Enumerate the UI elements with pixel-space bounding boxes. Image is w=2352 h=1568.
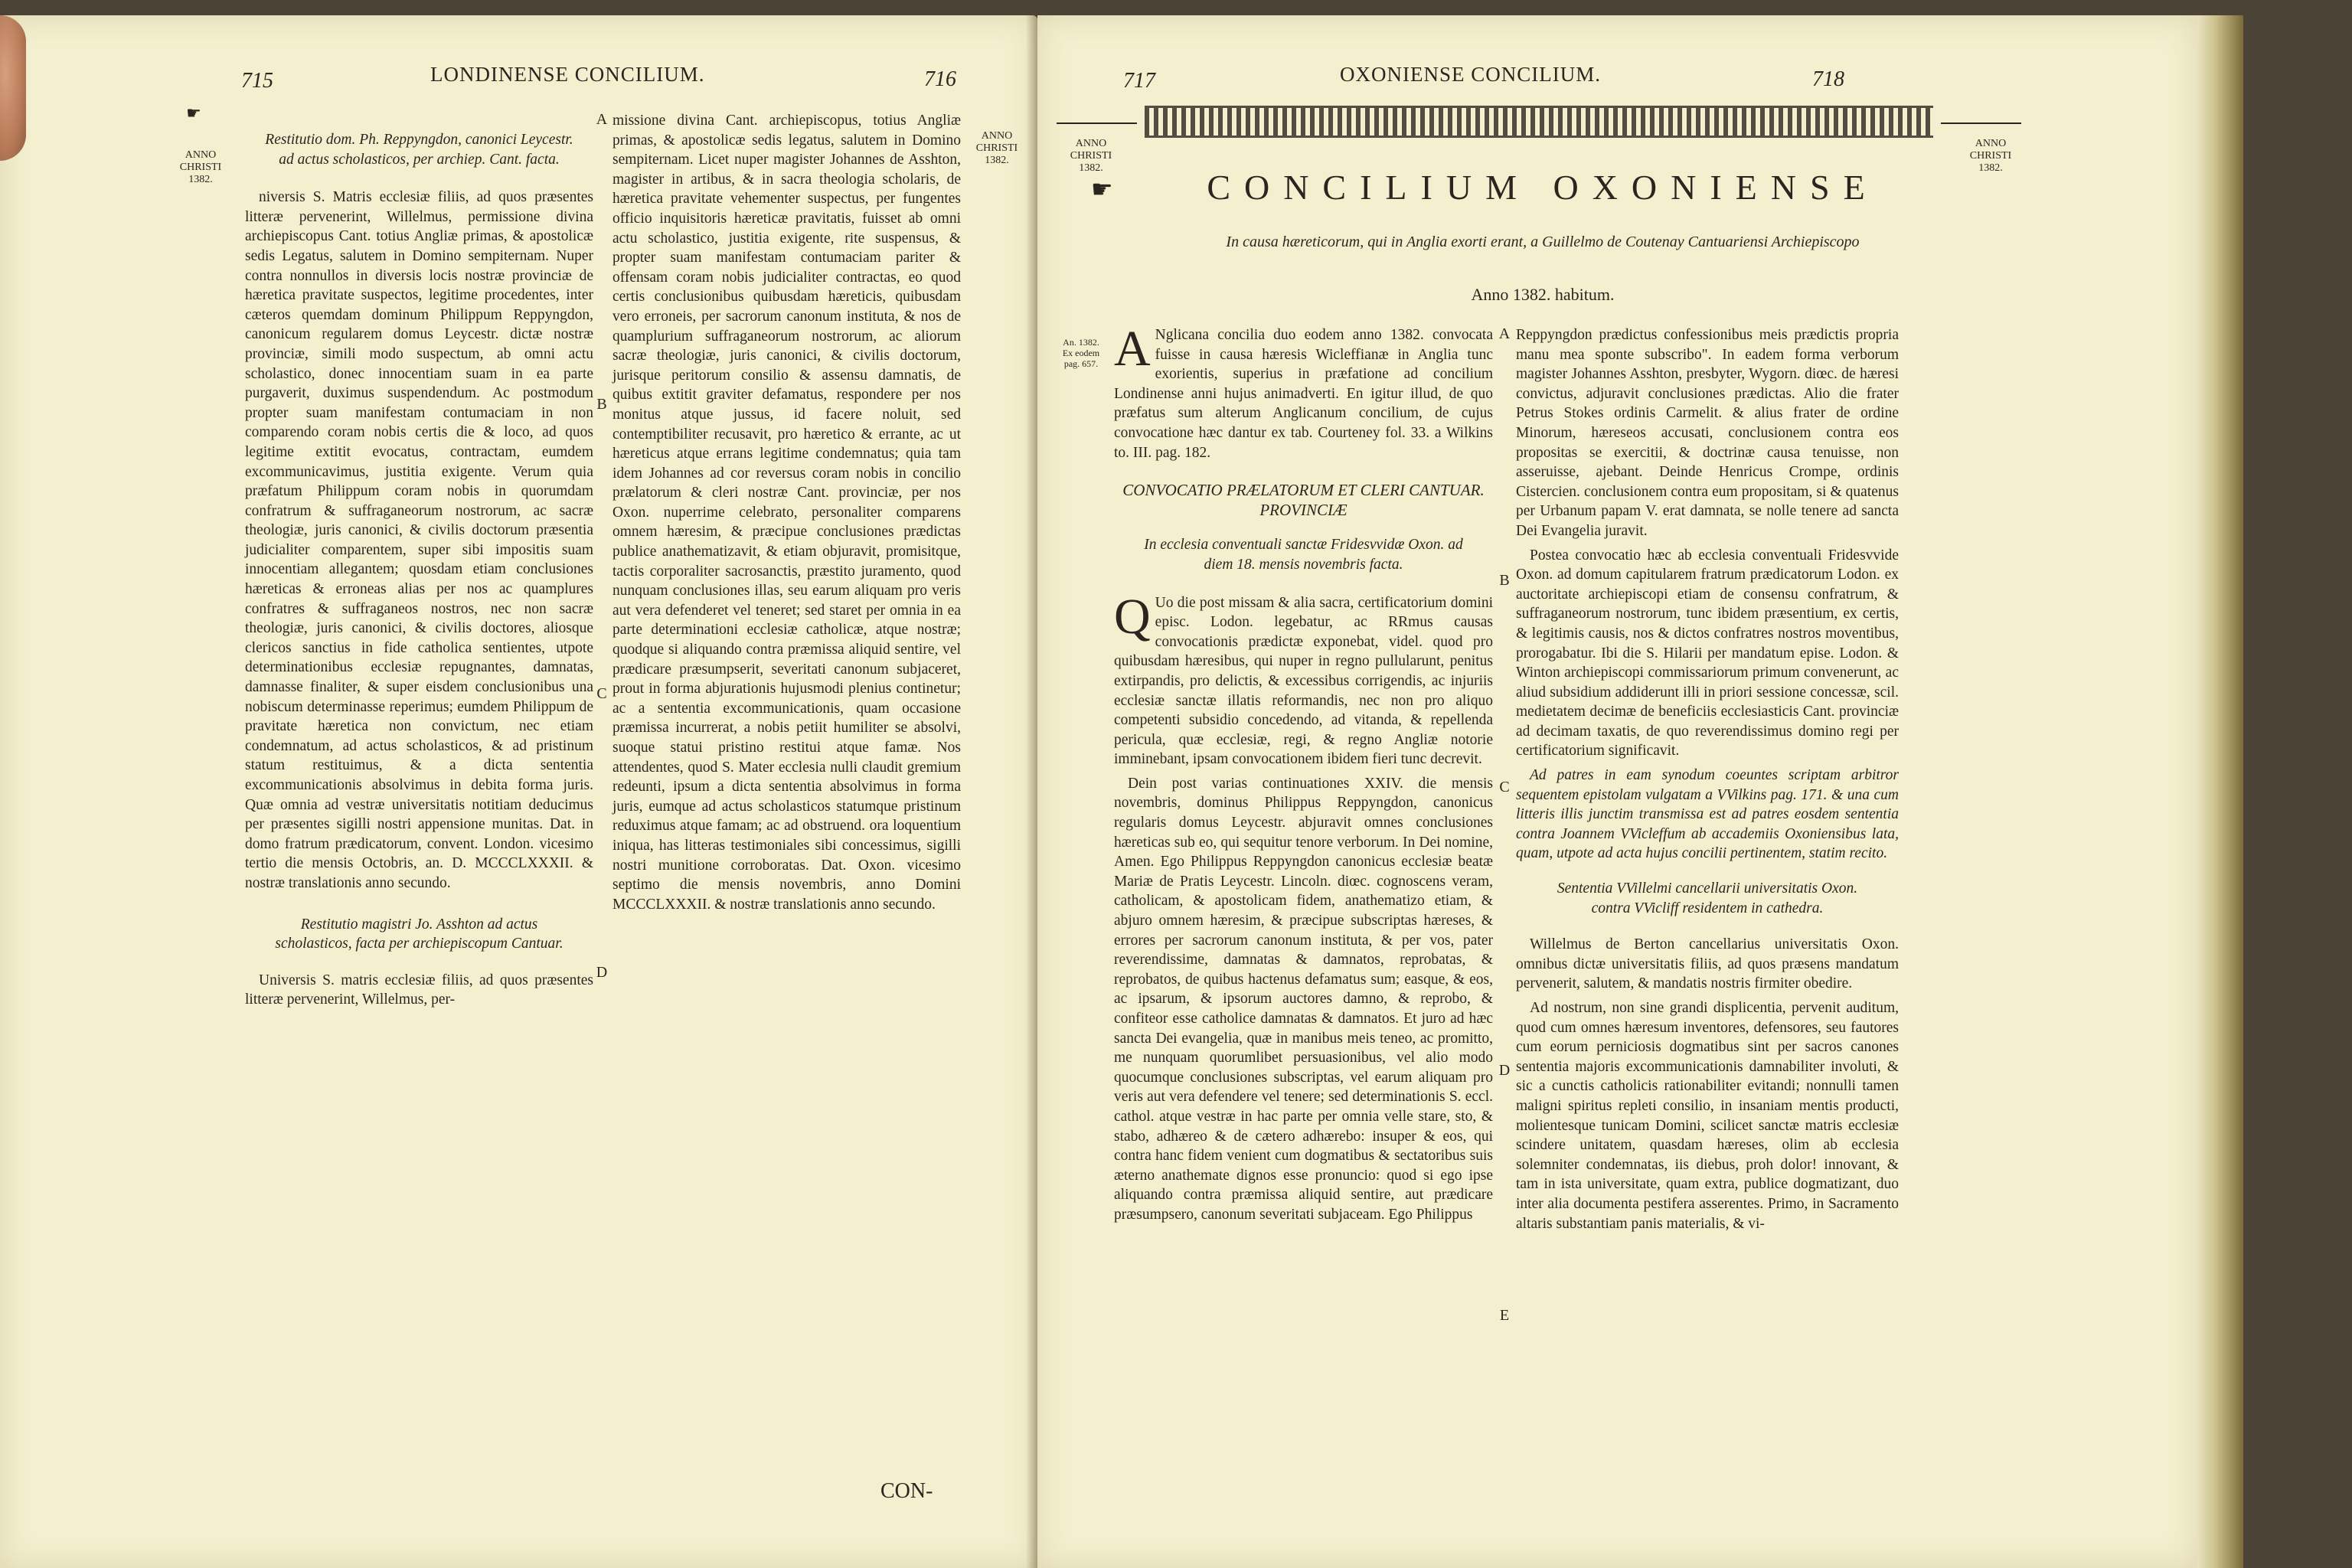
anno-christi-left — [170, 149, 231, 186]
section-heading: In ecclesia conventuali sanctæ Fridesvvidæ Oxon. ad diem 18. mensis novembris facta. — [1144, 537, 1463, 573]
margin-letter: B — [596, 396, 607, 413]
christi-label: CHRISTI — [179, 162, 222, 173]
running-head-left: LONDINENSE CONCILIUM. — [430, 63, 705, 86]
paragraph: Postea convocatio hæc ab ecclesia conventuali Fridesvvide Oxon. ad domum capitularem fratrum prædicatorum Lodon. ex auctoritate archiepiscopi etiam de consensu confratrum, & suffraganeorum nostrorum, tunc ibidem præsentium, ex certis, & legitimis causis, nos & dictos confratres nostros moventibus, prorogabatur. Ibi die S. Hilarii per mandatum epise. Lodon. & Winton archiepiscopi commissariorum primum convenerunt, ac aliud subsidium addiderunt illi in priori sessione concessæ, scil. medietatem decimæ de beneficiis ecclesiasticis Cant. provinciæ ad decimam taxatis, de quo reverendissimus domino regi per certificatorium significavit. — [1516, 547, 1899, 760]
paragraph: niversis S. Matris ecclesiæ filiis, ad quos præsentes litteræ pervenerint, Willelmus, permissione divina archiepiscopus Cant. totius Angliæ primas, & apostolicæ sedis Legatus, salutem in Domino sempiternam. Nuper contra nonnullos in diversis locis nostræ provinciæ de hæretica pravitate suspectos, legitime procedentes, inter cæteros quemdam dominum Philippum Reppyngdon, canonicum regularem domus Leycestr. dictæ nostræ provinciæ, simili modo suspectum, ab omni actu scholastico, donec innocentiam suam in ea parte purgaverit, duximus suspendendum. Ac postmodum propter suam manifestam contumaciam in non comparendo coram nobis certis die & loco, ad quos legitime extitit evocatus, contractam, eumdem excommunicavimus, justitia exigente. Verum quia præfatum Philippum coram nobis in quorumdam confratrum & suffraganeorum nostrorum, ac sacræ theologiæ, juris canonici, & civilis doctorum præsentia judicialiter comparentem, super sibi impositis suam innocentiam allegantem; quosdam etiam conclusiones hæreticas & erroneas alias per nos ac quamplures confratres & suffraganeos nostros, nec non sacræ theologiæ, juris canonici, & civilis doctores, aliosque clericos sanctius in fide catholica sentientes, utpote determinationibus ecclesiæ repugnantes, damnatas, damnasse finaliter, & super eisdem conclusionibus una nobiscum determinasse reperimus; eumdem Philippum de pravitate hæretica non convictum, nec etiam condemnatum, ad actus scholasticos, & ad pristinum statum restituimus, & a dicta sententia excommunicationis absolvimus in debita forma juris. Quæ omnia ad vestræ universitatis notitiam deducimus per præsentes sigilli nostri appensione munitas. Dat. in domo fratrum prædicatorum, convent. London. vicesimo tertio die mensis Octobris, an. D. MCCCLXXXII. & nostræ translationis anno secundo. — [245, 189, 593, 891]
paragraph: Reppyngdon prædictus confessionibus meis prædictis propria manu mea sponte subscribo". In eadem forma verborum magister Johannes Asshton, presbyter, Wygorn. diœc. de hæresi convictus, adjuravit conclusiones prædictas. Alio die frater Petrus Stokes ordinis Carmelit. & alius frater de ordine Minorum, hæreseos accusati, conclusionem contra eos propositas se exercitii, & doctrinæ causa tenuisse, non asseruisse, ajebant. Deinde Henricus Crompe, ordinis Cistercien. conclusionem contra eum propositam, si & quatenus per Urbanum papam V. erat damnata, se nolle tenere ad sancta Dei Evangelia juravit. — [1516, 327, 1899, 539]
drop-cap: A — [1114, 321, 1151, 377]
anno-label: ANNO — [1075, 138, 1107, 149]
book-edge — [2197, 15, 2243, 1568]
left-page — [0, 15, 1037, 1568]
pointing-hand-icon: ☛ — [186, 103, 201, 122]
right-page — [1037, 15, 2197, 1568]
paragraph: Ad nostrum, non sine grandi displicentia, pervenit auditum, quod cum omnes hæresum inventores, defensores, seu fautores cum eorum perniciosis dogmatibus sint per sacros canones sententia majoris excommunicationis damnabiliter involuti, & sic a cunctis catholicis rationabiliter evitandi; nonnulli tamen maligni spiritus repleti consilio, in insaniam mentis producti, molientesque tunicam Domini, scilicet sanctæ matris ecclesiæ scindere unitatem, quasdam hæreses, olim ab ecclesia solemniter condemnatas, iis diebus, proh dolor! innovant, & tam in ista universitate, quam extra, publice dogmatizant, duo inter alia documenta pestifera asserentes. Primo, in Sacramento altaris substantiam panis materialis, & vi- — [1516, 1000, 1899, 1232]
document-subtitle: In causa hæreticorum, qui in Anglia exorti erant, a Guillelmo de Coutenay Cantuariensi Archiepiscopo — [1226, 234, 1860, 250]
decorative-ornament-band — [1145, 106, 1933, 138]
paragraph: Uo die post missam & alia sacra, certificatorium domini episc. Lodon. legebatur, ac RRmus causas convocationis prædictæ exponebat, videl. quod pro quibusdam hæresibus, qui nuper in regno pullularunt, penitus extirpandis, pro delictis, & excessibus corrigendis, ac injuriis ecclesiæ sanctæ illatis reformandis, nec non pro aliquo competenti subsidio concedendo, ad vitanda, & repellenda pericula, quæ ecclesiæ, regi, & regno Angliæ notorie imminebant, ipsam convocationem ibidem fieri tunc decrevit. — [1114, 594, 1493, 768]
left-column-1 — [245, 130, 593, 1014]
rule — [1057, 122, 1137, 124]
page-number-718: 718 — [1812, 67, 1844, 91]
margin-letter: A — [596, 111, 608, 128]
paragraph: Ad patres in eam synodum coeuntes scriptam arbitror sequentem epistolam vulgatam a VVilkins pag. 171. & una cum litteris illis junctim transmissa est ad patres eosdem sententia contra Joannem VVicleffum ab accademiis Oxoniensibus lata, quam, utpote ad acta hujus concilii pertinentem, statim recito. — [1516, 767, 1899, 862]
thumb-photo — [0, 15, 26, 161]
drop-cap: Q — [1114, 588, 1151, 645]
margin-letter: C — [1499, 779, 1510, 795]
christi-label: CHRISTI — [975, 142, 1018, 154]
page-number-715: 715 — [241, 69, 273, 93]
year-label: 1382. — [188, 174, 213, 185]
pointing-hand-icon: ☛ — [1091, 175, 1113, 203]
section-heading: Restitutio dom. Ph. Reppyngdon, canonici Leycestr. ad actus scholasticos, per archiep. Cant. facta. — [265, 132, 573, 168]
paragraph: Dein post varias continuationes XXIV. die mensis novembris, dominus Philippus Reppyngdon, canonicus regularis domus Leycestr. abjuravit omnes conclusiones hæreticas sub eo, qui sequitur tenore verborum. In Dei nomine, Amen. Ego Philippus Reppyngdon canonicus ecclesiæ beatæ Mariæ de Pratis Leycestr. Lincoln. diœc. cognoscens veram, catholicam, & apostolicam fidem, anathematizo etiam, & abjuro omnem hæresim, & præcipue subscriptas hæreses, & errores per sacrorum canonum instituta, & per vos, pater reverendissime, damnatas & damnatos, reprobatas, & reprobatos, de quibus hactenus defamatus sum; easque, & eos, ac ipsarum, & ipsorum auctores damno, & reprobo, & confiteor esse catholice damnatas & damnatos. Et juro ad hæc sancta Dei evangelia, quæ in manibus meis teneo, ac promitto, me nunquam quorumlibet persuasionibus, vel alio modo quocumque conclusiones subscriptas, vel earum aliquam pro veris aut vera defendere vel tenere; sed determinationis S. eccl. cathol. atque vestræ in hac parte per omnia velle stare, sto, & stabo, adhæreo & de cætero adhærebo: insuper & eos, qui contra hanc fidem venient cum dogmatibus & sectatoribus suis æterno anathemate dignos esse pronuncio: quod si ego ipse aliquando contra præmissa aliquid sentire, aut prædicare præsumpsero, canonum severitati subjaceam. Ego Philippus — [1114, 775, 1493, 1223]
section-heading: CONVOCATIO PRÆLATORUM ET CLERI CANTUAR. PROVINCIÆ — [1122, 481, 1485, 519]
margin-letter: A — [1498, 325, 1511, 342]
anno-label: ANNO — [1975, 138, 2007, 149]
year-label: 1382. — [1978, 162, 2003, 174]
christi-label: CHRISTI — [1070, 150, 1112, 162]
document-title: CONCILIUM OXONIENSE — [1207, 168, 1879, 207]
catchword: CON- — [880, 1479, 933, 1503]
page-number-717: 717 — [1123, 69, 1155, 93]
paragraph: Willelmus de Berton cancellarius universitatis Oxon. omnibus dictæ universitatis filiis, ad quos præsens mandatum pervenerit, salutem, & mandatis nostris firmiter obedire. — [1516, 936, 1899, 992]
christi-label: CHRISTI — [1969, 150, 2012, 162]
section-heading: Sententia VVillelmi cancellarii universitatis Oxon. contra VVicliff residentem in cathedra. — [1557, 880, 1858, 916]
paragraph: Universis S. matris ecclesiæ filiis, ad quos præsentes litteræ pervenerint, Willelmus, per- — [245, 972, 593, 1008]
margin-letter: C — [596, 685, 607, 702]
anno-christi-left — [1060, 138, 1122, 175]
margin-letter: D — [1498, 1062, 1511, 1079]
right-column-1 — [1114, 321, 1493, 1230]
year-label: 1382. — [1079, 162, 1103, 174]
margin-letter: D — [596, 964, 608, 981]
paragraph: Nglicana concilia duo eodem anno 1382. convocata fuisse in causa hæresis Wicleffianæ in Anglia tunc exorientis, superius in præfatione ad concilium Londinense anni hujus animadverti. En igitur illud, de quo præfatus sum alterum Anglicanum concilium, de cujus convocatione hæc dantur ex tab. Courteney fol. 33. a Wilkins to. III. pag. 182. — [1114, 327, 1493, 461]
margin-letter: B — [1499, 572, 1510, 589]
side-note: An. 1382. Ex eodem pag. 657. — [1062, 337, 1100, 369]
paragraph: missione divina Cant. archiepiscopus, totius Angliæ primas, & apostolicæ sedis legatus, salutem in Domino sempiternam. Licet nuper magister Johannes de Asshton, magister in artibus, & in sacra theologia scholaris, de hæretica pravitate vehementer suspectus, per fungentes officio inquisitoris hæreticæ pravitatis, fuisset ab omni actu scholastico, justitia exigente, rite suspensus, & propter suam manifestam contumaciam pariter & offensam coram nobis judicialiter contractas, eo quod certis conclusionibus quibusdam hæreticis, quibusdam vero erroneis, per sacrorum canonum instituta, & nos de quamplurium suffraganeorum nostrorum, ac aliorum sacræ theologiæ, juris canonici, & civilis doctorum, jurisque peritorum consilio & assensu damnatis, de quibus extitit graviter defamatus, respondere per nos monitus atque jussus, id facere noluit, sed contemptibiliter recusavit, pro hæretico & errante, ac ut hæreticus atque errans legitime condemnatus; quia tam idem Johannes ad cor reversus coram nobis in concilio prælatorum & cleri nostræ Cant. provinciæ, per nos Oxon. nuperrime celebrato, personaliter comparens omnem hæresim, & præcipue conclusiones prædictas publice anathematizavit, & etiam objuravit, promisitque, tactis corporaliter sacrosanctis, præstito juramento, quod nunquam conclusiones illas, seu earum aliquam pro veris aut vera defenderet vel teneret; sed staret per omnia in ea parte determinationi ecclesiæ catholicæ, atque nostræ; quodque si aliquando contra præmissa aliquid sentire, vel prædicare præsumpserit, severitati canonum subjaceret, prout in forma abjurationis hujusmodi plenius continetur; ac a sententia excommunicationis, quam occasione præmissa incurrerat, a nobis petiit humiliter se absolvi, suoque statui pristino restitui atque famæ. Nos attendentes, quod S. Mater ecclesia nulli claudit gremium redeunti, ipsum a dicta sententia absolvimus in forma juris, eumque ad actus scholasticos statumque pristinum reduximus atque famam; ac ad obstruend. ora loquentium iniqua, has litteras testimoniales sibi concessimus, sigilli nostri munitione corroboratas. Dat. Oxon. vicesimo septimo die mensis novembris, anno Domini MCCCLXXXII. & nostræ translationis anno secundo. — [612, 113, 961, 913]
margin-letter: E — [1499, 1307, 1510, 1324]
year-label: 1382. — [985, 155, 1009, 166]
rule — [1941, 122, 2021, 124]
anno-habitum: Anno 1382. habitum. — [1471, 285, 1615, 304]
right-column-2 — [1516, 325, 1899, 1238]
section-heading: Restitutio magistri Jo. Asshton ad actus scholasticos, facta per archiepiscopum Cantuar. — [275, 916, 564, 952]
page-number-716: 716 — [924, 67, 956, 91]
left-column-2 — [612, 111, 961, 919]
running-head-right: OXONIENSE CONCILIUM. — [1340, 63, 1601, 86]
anno-christi-right-margin — [966, 130, 1027, 167]
anno-label: ANNO — [981, 130, 1013, 142]
anno-label: ANNO — [185, 149, 217, 161]
